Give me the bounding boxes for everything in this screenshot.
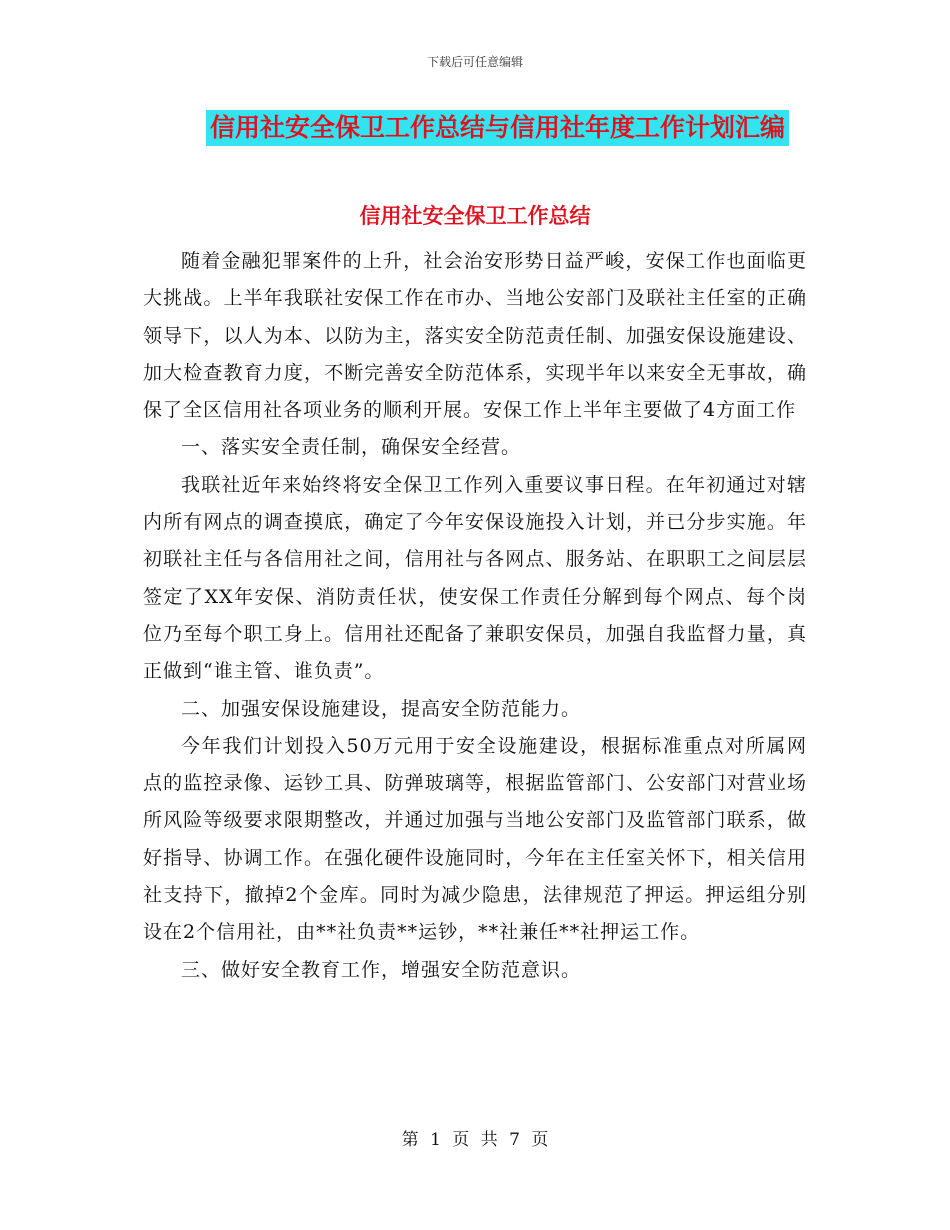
heading-point-2: 二、加强安保设施建设，提高安全防范能力。	[181, 697, 582, 720]
paragraph-point-1: 我联社近年来始终将安全保卫工作列入重要议事日程。在年初通过对辖内所有网点的调查摸底，确定了今年安保设施投入计划，并已分步实施。年初联社主任与各信用社之间，信用社与各网点、服务站、在职职工之间层层签定了XX年安保、消防责任状，使安保工作责任分解到每个网点、每个岗位乃至每个职工身上。信用社还配备了兼职安保员，加强自我监督力量，真正做到“谁主管、谁负责”。	[143, 473, 807, 683]
document-main-title: 信用社安全保卫工作总结与信用社年度工作计划汇编	[206, 110, 789, 146]
page-number-footer: 第 1 页 共 7 页	[401, 1130, 549, 1150]
main-title-container	[0, 110, 950, 146]
paragraph-intro: 随着金融犯罪案件的上升，社会治安形势日益严峻，安保工作也面临更大挑战。上半年我联社安保工作在市办、当地公安部门及联社主任室的正确领导下，以人为本、以防为主，落实安全防范责任制、加强安保设施建设、加大检查教育力度，不断完善安全防范体系，实现半年以来安全无事故，确保了全区信用社各项业务的顺利开展。安保工作上半年主要做了4方面工作	[143, 250, 807, 422]
heading-point-3: 三、做好安全教育工作，增强安全防范意识。	[181, 958, 582, 981]
heading-point-1: 一、落实安全责任制，确保安全经营。	[181, 436, 522, 459]
paragraph-point-2: 今年我们计划投入50万元用于安全设施建设，根据标准重点对所属网点的监控录像、运钞工具、防弹玻璃等，根据监管部门、公安部门对营业场所风险等级要求限期整改，并通过加强与当地公安部门及监管部门联系，做好指导、协调工作。在强化硬件设施同时，今年在主任室关怀下，相关信用社支持下，撤掉2个金库。同时为减少隐患，法律规范了押运。押运组分别设在2个信用社，由**社负责**运钞，**社兼任**社押运工作。	[143, 734, 807, 944]
section-title: 信用社安全保卫工作总结	[359, 204, 591, 228]
document-body	[143, 243, 807, 989]
page-header-note: 下载后可任意编辑	[426, 55, 523, 69]
